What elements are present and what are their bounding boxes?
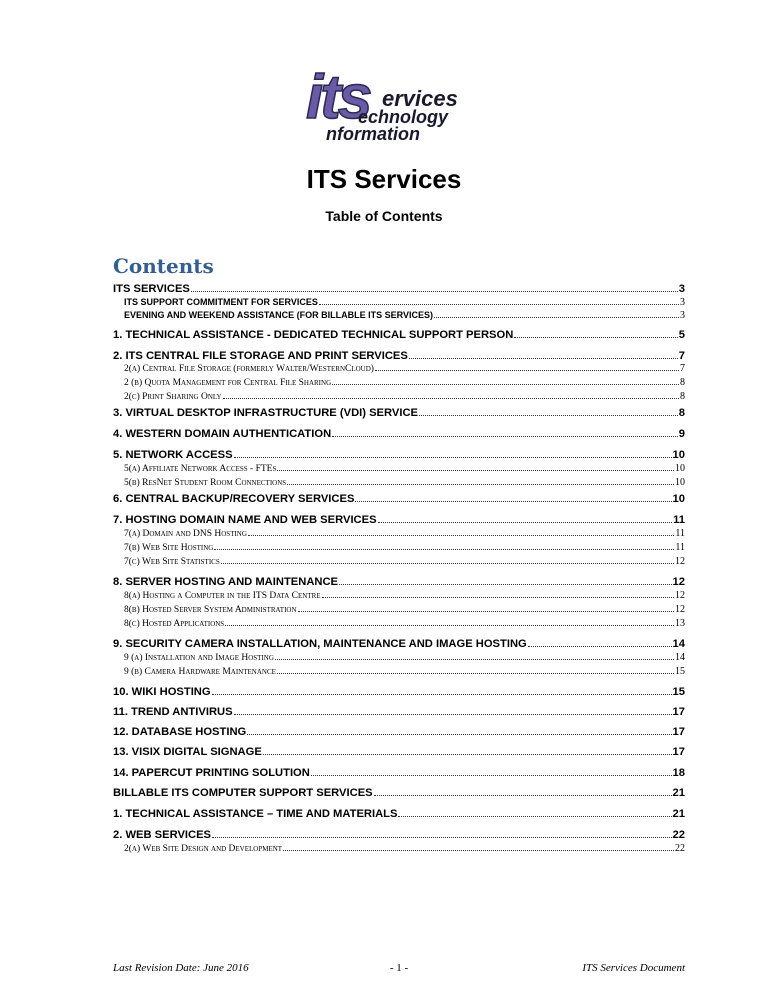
toc-entry-label: 9 (b) Camera Hardware Maintenance [124, 667, 276, 677]
toc-entry-page: 10 [672, 449, 685, 461]
toc-entry[interactable] [113, 829, 685, 841]
toc-entry-label: 4. WESTERN DOMAIN AUTHENTICATION [113, 428, 332, 440]
toc-entry-label: 2. WEB SERVICES [113, 829, 212, 841]
logo-word-technology: echnology [358, 107, 449, 127]
toc-dot-leader [434, 317, 679, 318]
toc-entry[interactable] [113, 746, 685, 758]
toc-entry-page: 11 [675, 528, 685, 539]
toc-entry[interactable] [113, 407, 685, 419]
toc-entry-page: 15 [672, 686, 685, 698]
toc-entry-label: 5(a) Affiliate Network Access - FTEs [124, 464, 277, 474]
page-footer [113, 962, 685, 978]
toc-entry-label: EVENING AND WEEKEND ASSISTANCE (FOR BILLABLE ITS SERVICES) [124, 310, 434, 320]
toc-entry-label: 2(c) Print Sharing Only [124, 392, 222, 402]
toc-entry-label: 2 (b) Quota Management for Central File Sharing [124, 378, 332, 388]
toc-dot-leader [283, 850, 674, 851]
toc-entry-label: ITS SERVICES [113, 283, 190, 295]
toc-entry-label: 13. VISIX DIGITAL SIGNAGE [113, 746, 262, 758]
toc-entry[interactable] [113, 528, 685, 539]
toc-entry[interactable] [113, 604, 685, 615]
toc-dot-leader [332, 436, 678, 437]
toc-entry[interactable] [113, 542, 685, 553]
toc-entry[interactable] [113, 449, 685, 461]
toc-dot-leader [221, 563, 674, 564]
toc-entry-page: 10 [675, 477, 685, 488]
toc-entry-page: 12 [672, 576, 685, 588]
toc-entry-page: 11 [673, 514, 685, 526]
toc-entry[interactable] [113, 350, 685, 362]
toc-entry-page: 22 [675, 843, 685, 854]
toc-entry-label: 2. ITS CENTRAL FILE STORAGE AND PRINT SERVICES [113, 350, 408, 362]
toc-dot-leader [355, 501, 671, 502]
toc-dot-leader [225, 625, 674, 626]
toc-dot-leader [339, 584, 672, 585]
toc-entry-page: 21 [672, 808, 685, 820]
toc-entry-page: 22 [672, 829, 685, 841]
toc-entry[interactable] [113, 843, 685, 854]
toc-entry-page: 14 [675, 652, 685, 663]
toc-entry-label: 9. SECURITY CAMERA INSTALLATION, MAINTENANCE AND IMAGE HOSTING [113, 638, 527, 650]
its-logo-graphic [296, 60, 496, 148]
toc-dot-leader [332, 384, 679, 385]
toc-entry[interactable] [113, 377, 685, 388]
toc-entry[interactable] [113, 638, 685, 650]
toc-entry-label: 5(b) ResNet Student Room Connections [124, 478, 287, 488]
toc-dot-leader [409, 358, 678, 359]
toc-entry-page: 8 [680, 391, 685, 402]
toc-dot-leader [375, 370, 679, 371]
toc-entry-page: 3 [680, 297, 685, 308]
toc-dot-leader [419, 415, 678, 416]
toc-entry-page: 3 [680, 310, 685, 321]
toc-entry[interactable] [113, 297, 685, 308]
toc-entry-label: 7(a) Domain and DNS Hosting [124, 529, 247, 539]
toc-entry-page: 18 [672, 767, 685, 779]
toc-entry-page: 17 [672, 726, 685, 738]
toc-entry[interactable] [113, 652, 685, 663]
toc-entry-page: 17 [672, 746, 685, 758]
toc-dot-leader [248, 535, 674, 536]
toc-entry-label: 14. PAPERCUT PRINTING SOLUTION [113, 767, 310, 779]
document-title: ITS Services [306, 164, 462, 194]
logo-letters: its [306, 63, 370, 132]
toc-dot-leader [214, 549, 674, 550]
toc-entry-page: 21 [672, 787, 685, 799]
toc-entry[interactable] [113, 514, 685, 526]
toc-entry[interactable] [113, 618, 685, 629]
footer-document-name: ITS Services Document [582, 962, 685, 974]
toc-entry[interactable] [113, 590, 685, 601]
footer-page-number: - 1 - [389, 962, 409, 974]
toc-entry-page: 12 [675, 604, 685, 615]
toc-entry-label: 12. DATABASE HOSTING [113, 726, 247, 738]
toc-entry-page: 5 [678, 329, 685, 341]
toc-dot-leader [378, 522, 673, 523]
toc-entry-label: 2(a) Web Site Design and Development [124, 844, 283, 854]
toc-entry[interactable] [113, 686, 685, 698]
toc-dot-leader [287, 484, 674, 485]
toc-entry-label: 1. TECHNICAL ASSISTANCE – TIME AND MATERIALS [113, 808, 398, 820]
toc-entry-page: 7 [678, 350, 685, 362]
toc-dot-leader [311, 775, 672, 776]
toc-dot-leader [277, 470, 674, 471]
toc-entry-page: 12 [675, 590, 685, 601]
toc-entry-label: 3. VIRTUAL DESKTOP INFRASTRUCTURE (VDI) SERVICE [113, 407, 419, 419]
logo-word-information: nformation [326, 124, 420, 144]
toc-entry[interactable] [113, 706, 685, 718]
toc-entry-page: 15 [675, 666, 685, 677]
toc-entry-page: 14 [672, 638, 685, 650]
toc-entry-page: 10 [675, 463, 685, 474]
toc-dot-leader [212, 694, 672, 695]
toc-entry[interactable] [113, 477, 685, 488]
toc-dot-leader [528, 646, 672, 647]
contents-heading: Contents [113, 254, 214, 278]
toc-entry-label: BILLABLE ITS COMPUTER SUPPORT SERVICES [113, 787, 373, 799]
toc-dot-leader [322, 597, 674, 598]
its-logo [296, 60, 496, 148]
document-subtitle: Table of Contents [325, 208, 443, 224]
toc-dot-leader [223, 398, 679, 399]
toc-entry[interactable] [113, 576, 685, 588]
toc-entry-label: 8(c) Hosted Applications [124, 619, 225, 629]
toc-entry-page: 13 [675, 618, 685, 629]
toc-entry-label: 7(c) Web Site Statistics [124, 557, 220, 567]
toc-dot-leader [298, 611, 674, 612]
toc-dot-leader [277, 673, 674, 674]
logo-word-services: ervices [382, 86, 458, 111]
toc-dot-leader [234, 714, 672, 715]
toc-entry-label: 2(a) Central File Storage (formerly Walter/WesternCloud) [124, 364, 374, 374]
toc-entry[interactable] [113, 493, 685, 505]
toc-entry[interactable] [113, 329, 685, 341]
toc-entry-page: 17 [672, 706, 685, 718]
toc-dot-leader [275, 659, 674, 660]
toc-entry[interactable] [113, 556, 685, 567]
toc-entry[interactable] [113, 363, 685, 374]
toc-entry-page: 8 [678, 407, 685, 419]
toc-entry-label: 8. SERVER HOSTING AND MAINTENANCE [113, 576, 339, 588]
toc-entry-label: 1. TECHNICAL ASSISTANCE - DEDICATED TECHNICAL SUPPORT PERSON [113, 329, 514, 341]
toc-dot-leader [398, 816, 671, 817]
toc-entry-label: 7. HOSTING DOMAIN NAME AND WEB SERVICES [113, 514, 377, 526]
toc-entry-label: 6. CENTRAL BACKUP/RECOVERY SERVICES [113, 493, 355, 505]
toc-entry-page: 10 [672, 493, 685, 505]
toc-entry[interactable] [113, 808, 685, 820]
toc-entry-page: 9 [678, 428, 685, 440]
toc-entry[interactable] [113, 767, 685, 779]
toc-dot-leader [514, 337, 677, 338]
toc-entry[interactable] [113, 726, 685, 738]
footer-revision-date: Last Revision Date: June 2016 [113, 962, 249, 974]
toc-dot-leader [212, 837, 672, 838]
toc-entry[interactable] [113, 391, 685, 402]
toc-dot-leader [191, 291, 678, 292]
toc-entry-label: 7(b) Web Site Hosting [124, 543, 214, 553]
toc-entry-label: 8(a) Hosting a Computer in the ITS Data Centre [124, 591, 321, 601]
toc-dot-leader [263, 754, 672, 755]
toc-entry[interactable] [113, 428, 685, 440]
toc-entry-page: 7 [680, 363, 685, 374]
toc-dot-leader [374, 795, 672, 796]
toc-entry-label: 9 (a) Installation and Image Hosting [124, 653, 274, 663]
toc-entry-label: 5. NETWORK ACCESS [113, 449, 233, 461]
toc-entry-label: 11. TREND ANTIVIRUS [113, 706, 233, 718]
toc-entry-page: 12 [675, 556, 685, 567]
toc-entry-label: ITS SUPPORT COMMITMENT FOR SERVICES [124, 297, 318, 307]
toc-entry[interactable] [113, 787, 685, 799]
toc-entry-label: 10. WIKI HOSTING [113, 686, 211, 698]
toc-entry-page: 11 [675, 542, 685, 553]
toc-dot-leader [234, 457, 672, 458]
toc-entry[interactable] [113, 283, 685, 295]
toc-dot-leader [247, 734, 671, 735]
toc-entry[interactable] [113, 310, 685, 321]
toc-entry-page: 8 [680, 377, 685, 388]
toc-entry[interactable] [113, 666, 685, 677]
toc-dot-leader [319, 304, 679, 305]
toc-entry-page: 3 [678, 283, 685, 295]
toc-entry-label: 8(b) Hosted Server System Administration [124, 605, 297, 615]
toc-entry[interactable] [113, 463, 685, 474]
